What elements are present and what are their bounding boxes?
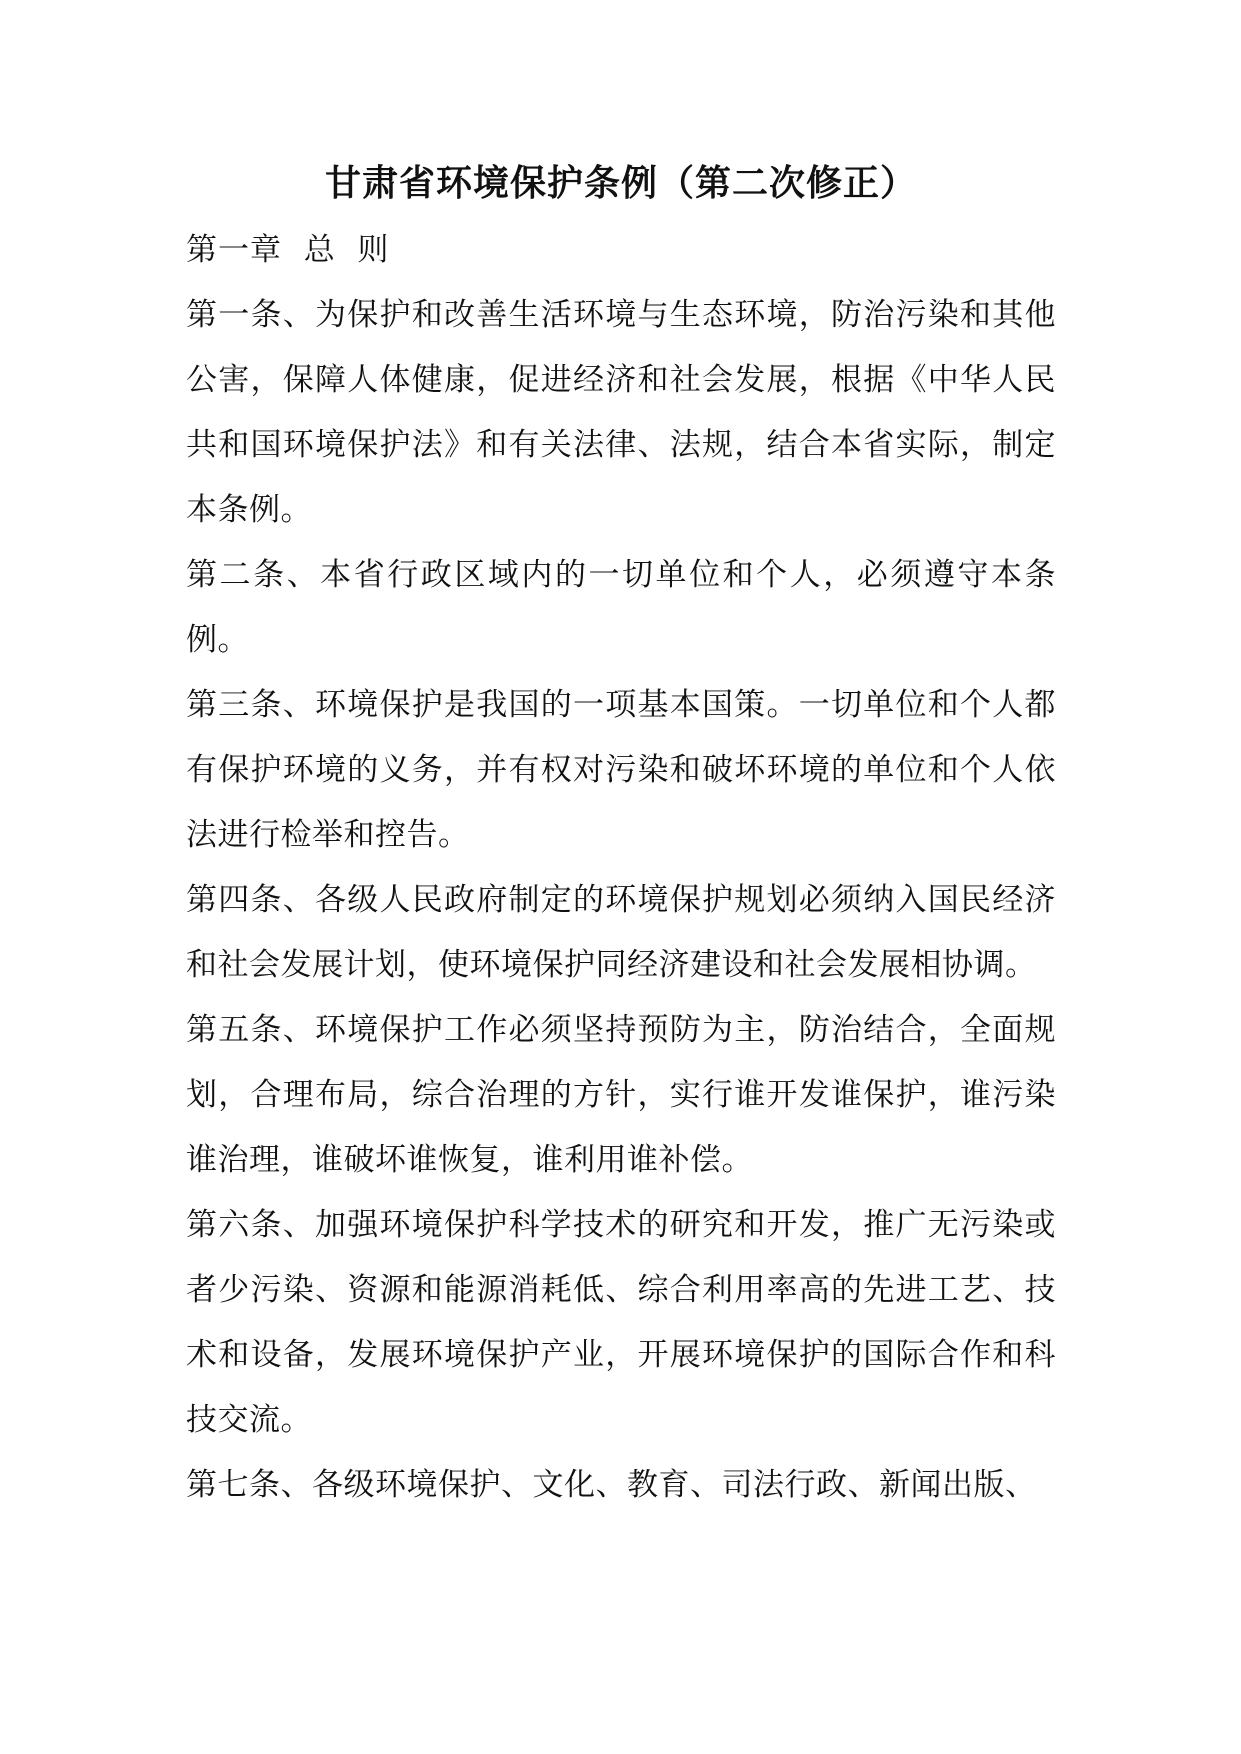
article-4: 第四条、各级人民政府制定的环境保护规划必须纳入国民经济和社会发展计划，使环境保护同经济建设和社会发展相协调。: [186, 882, 1056, 983]
chapter-heading: 第一章 总 则: [186, 232, 390, 268]
article-7: 第七条、各级环境保护、文化、教育、司法行政、新闻出版、: [186, 1467, 1037, 1503]
article-6: 第六条、加强环境保护科学技术的研究和开发，推广无污染或者少污染、资源和能源消耗低、综合利用率高的先进工艺、技术和设备，发展环境保护产业，开展环境保护的国际合作和科技交流。: [186, 1207, 1056, 1438]
article-1: 第一条、为保护和改善生活环境与生态环境，防治污染和其他公害，保障人体健康，促进经济和社会发展，根据《中华人民共和国环境保护法》和有关法律、法规，结合本省实际，制定本条例。: [186, 297, 1056, 528]
article-5: 第五条、环境保护工作必须坚持预防为主，防治结合，全面规划，合理布局，综合治理的方针，实行谁开发谁保护，谁污染谁治理，谁破坏谁恢复，谁利用谁补偿。: [186, 1012, 1056, 1178]
article-2: 第二条、本省行政区域内的一切单位和个人，必须遵守本条例。: [186, 557, 1056, 658]
article-3: 第三条、环境保护是我国的一项基本国策。一切单位和个人都有保护环境的义务，并有权对污染和破坏环境的单位和个人依法进行检举和控告。: [186, 687, 1056, 853]
document-title: 甘肃省环境保护条例（第二次修正）: [324, 163, 917, 204]
document-body: [186, 218, 1056, 1518]
